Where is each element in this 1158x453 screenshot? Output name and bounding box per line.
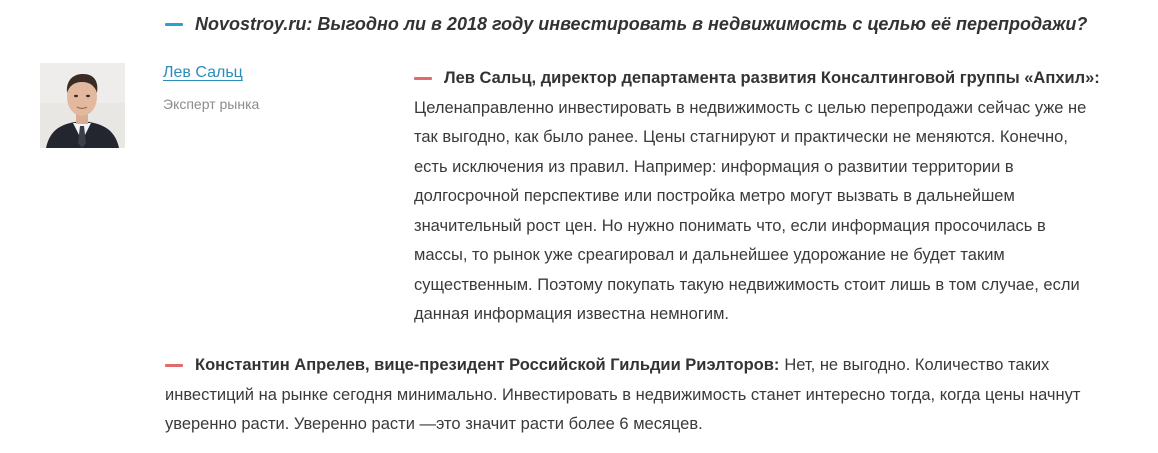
answer-author bbox=[414, 64, 1144, 94]
expert-name-link[interactable]: Лев Сальц bbox=[163, 64, 243, 81]
answer-line: так выгодно, как было ранее. Цены стагнируют и практически не меняются. Конечно, bbox=[414, 128, 1068, 146]
answer-line: данная информация известна немногим. bbox=[414, 305, 729, 323]
answer-line: массы, то рынок уже среагировал и дальнейшее удорожание не будет таким bbox=[414, 246, 1005, 264]
answer-dash-icon bbox=[414, 77, 432, 80]
answer-line: есть исключения из правил. Например: информация о развитии территории в bbox=[414, 157, 1014, 176]
answer-block bbox=[414, 64, 1144, 330]
answer-line: значительный рост цен. Но нужно понимать что, если информация просочилась в bbox=[414, 216, 1046, 235]
question-text: Novostroy.ru: Выгодно ли в 2018 году инвестировать в недвижимость с целью её перепродажи? bbox=[195, 14, 1088, 34]
expert-role: Эксперт рынка bbox=[163, 96, 260, 112]
answer-dash-icon bbox=[165, 364, 183, 367]
answer-line: Целенаправленно инвестировать в недвижимость с целью перепродажи сейчас уже не bbox=[414, 98, 1087, 117]
answer-line: долгосрочной перспективе или постройка метро могут вызвать в дальнейшем bbox=[414, 187, 1015, 205]
answer-block bbox=[165, 351, 1145, 440]
answer-line: инвестиций на рынке сегодня минимально. Инвестировать в недвижимость станет интересно тогда, когда цены начнут bbox=[165, 385, 1081, 404]
answer-line: Нет, не выгодно. Количество таких bbox=[784, 356, 1050, 374]
answer-line: существенным. Поэтому покупать такую недвижимость стоит лишь в том случае, если bbox=[414, 275, 1080, 294]
answer-line: уверенно расти. Уверенно расти —это значит расти более 6 месяцев. bbox=[165, 415, 703, 433]
question-heading bbox=[165, 14, 1087, 35]
answer-author-text: Константин Апрелев, вице-президент Российской Гильдии Риэлторов: bbox=[195, 356, 780, 374]
expert-photo-icon bbox=[40, 63, 125, 148]
avatar bbox=[40, 63, 125, 148]
answer-author-text: Лев Сальц, директор департамента развития Консалтинговой группы «Апхил»: bbox=[444, 69, 1100, 87]
answer-first-line bbox=[165, 351, 1145, 381]
question-dash-icon bbox=[165, 23, 183, 26]
